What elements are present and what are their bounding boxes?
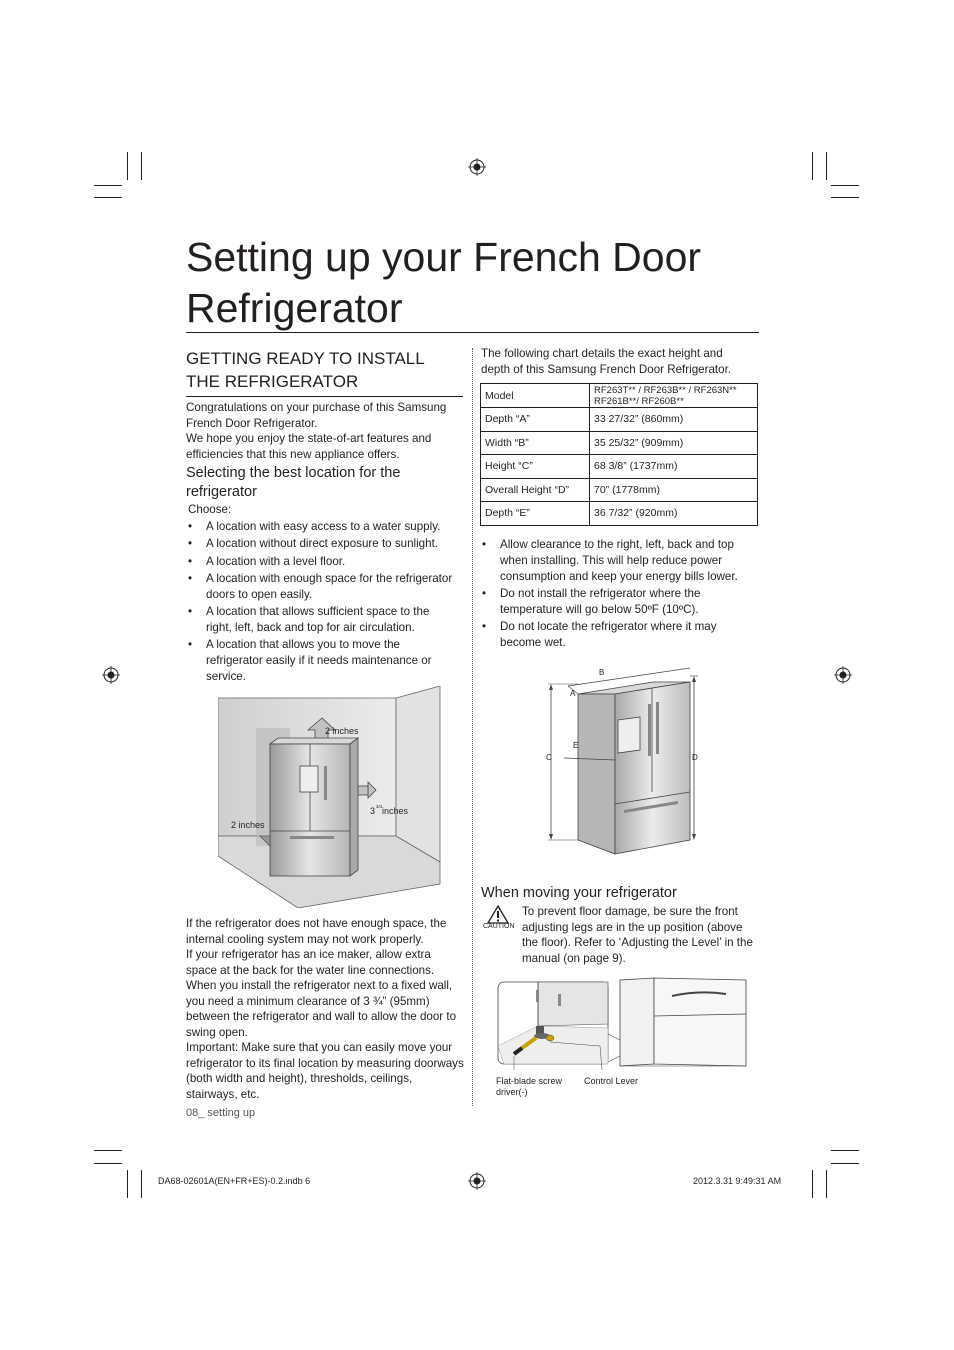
crop-mark — [94, 1150, 122, 1151]
intro-text — [186, 400, 466, 462]
intro-line-1: Congratulations on your purchase of this Samsung French Door Refrigerator. — [186, 401, 447, 430]
table-cell-label: Depth “A” — [481, 408, 590, 432]
clearance-top-label: 2 inches — [325, 726, 359, 736]
table-cell-value: RF263T** / RF263B** / RF263N** RF261B**/ RF260B** — [590, 384, 758, 408]
clearance-side-label: 2 inches — [231, 820, 265, 830]
paragraph: If the refrigerator does not have enough space, the internal cooling system may not work properly. — [186, 917, 447, 946]
crop-mark — [141, 152, 142, 180]
notes-list — [480, 537, 752, 652]
list-item: • Do not locate the refrigerator where it may become wet. — [480, 619, 752, 651]
crop-mark — [831, 1163, 859, 1164]
crop-mark — [831, 197, 859, 198]
table-cell-value: 36 7/32” (920mm) — [590, 502, 758, 526]
page-number: 08_ setting up — [186, 1107, 256, 1119]
page-title: Setting up your French Door Refrigerator — [186, 234, 702, 331]
table-cell-value: 35 25/32” (909mm) — [590, 431, 758, 455]
table-row — [481, 455, 758, 479]
space-text — [186, 916, 464, 1102]
choose-label: Choose: — [188, 503, 232, 516]
section-divider — [186, 396, 463, 397]
list-item: • A location that allows you to move the refrigerator easily if it needs maintenance or service. — [186, 637, 456, 684]
chart-intro: The following chart details the exact height and depth of this Samsung French Door Refrigerator. — [481, 347, 732, 376]
table-row — [481, 431, 758, 455]
table-cell-value: 33 27/32” (860mm) — [590, 408, 758, 432]
list-item: • A location with easy access to a water supply. — [186, 519, 456, 535]
table-cell-value: 70” (1778mm) — [590, 478, 758, 502]
list-item: • A location that allows sufficient space to the right, left, back and top for air circulation. — [186, 604, 456, 636]
dimension-a: A — [570, 689, 576, 698]
list-item: • Do not install the refrigerator where the temperature will go below 50ºF (10ºC). — [480, 586, 752, 618]
dimension-e: E — [573, 741, 579, 750]
list-item: • Allow clearance to the right, left, back and top when installing. This will help reduce power consumption and keep your energy bills lower. — [480, 537, 752, 584]
dimension-illustration — [540, 664, 710, 858]
clearance-right-unit: inches — [382, 806, 409, 816]
crop-mark — [831, 1150, 859, 1151]
adjusting-leg-illustration — [494, 976, 750, 1074]
table-row — [481, 408, 758, 432]
dimension-d: D — [692, 753, 698, 762]
control-lever-label: Control Lever — [584, 1076, 639, 1086]
location-heading: Selecting the best location for the refrigerator — [186, 465, 401, 500]
paragraph: When you install the refrigerator next to a fixed wall, you need a minimum clearance of 3 ¾” (95mm) between the refrigerator and wall to allow the door to swing open. — [186, 979, 457, 1039]
paragraph: If your refrigerator has an ice maker, allow extra space at the back for the water line connections. — [186, 948, 435, 977]
table-cell-label: Width “B” — [481, 431, 590, 455]
crop-mark — [831, 185, 859, 186]
footer-timestamp: 2012.3.31 9:49:31 AM — [693, 1176, 782, 1186]
clearance-right-number: 3 — [370, 806, 376, 816]
title-divider — [186, 332, 759, 333]
clearance-illustration — [218, 686, 462, 908]
table-cell-label: Depth “E” — [481, 502, 590, 526]
table-row — [481, 502, 758, 526]
dimension-b: B — [599, 668, 605, 677]
caution-label: CAUTION — [483, 923, 515, 930]
screwdriver-label: Flat-blade screw driver(-) — [496, 1076, 563, 1097]
crop-mark — [141, 1170, 142, 1198]
registration-mark-icon — [468, 1172, 486, 1190]
crop-mark — [812, 1170, 813, 1198]
column-divider — [472, 348, 473, 1106]
crop-mark — [812, 152, 813, 180]
crop-mark — [94, 1163, 122, 1164]
table-cell-label: Height “C” — [481, 455, 590, 479]
crop-mark — [127, 152, 128, 180]
caution-icon — [487, 905, 509, 924]
registration-mark-icon — [468, 158, 486, 176]
footer-file-info: DA68-02601A(EN+FR+ES)-0.2.indb 6 — [158, 1176, 311, 1186]
table-cell-label: Overall Height “D” — [481, 478, 590, 502]
paragraph: Important: Make sure that you can easily move your refrigerator to its final location by measuring doorways (both width and height), thresholds, ceilings, stairways, etc. — [186, 1041, 464, 1101]
crop-mark — [127, 1170, 128, 1198]
clearance-right-fraction: 3/4 — [376, 804, 383, 809]
list-item: • A location with a level floor. — [186, 554, 456, 570]
spec-table — [480, 383, 758, 526]
table-cell-value: 68 3/8” (1737mm) — [590, 455, 758, 479]
table-row — [481, 384, 758, 408]
location-list — [186, 519, 456, 686]
dimension-c: C — [546, 753, 552, 762]
list-item: • A location without direct exposure to sunlight. — [186, 536, 456, 552]
list-item: • A location with enough space for the refrigerator doors to open easily. — [186, 571, 456, 603]
crop-mark — [826, 1170, 827, 1198]
moving-heading: When moving your refrigerator — [481, 885, 677, 901]
registration-mark-icon — [102, 666, 120, 684]
table-row — [481, 478, 758, 502]
crop-mark — [94, 197, 122, 198]
table-cell-label: Model — [481, 384, 590, 408]
crop-mark — [94, 185, 122, 186]
crop-mark — [826, 152, 827, 180]
section-heading: GETTING READY TO INSTALL THE REFRIGERATOR — [186, 349, 425, 391]
registration-mark-icon — [834, 666, 852, 684]
intro-line-2: We hope you enjoy the state-of-art features and efficiencies that this new appliance offers. — [186, 432, 432, 461]
moving-text: To prevent floor damage, be sure the front adjusting legs are in the up position (above the floor). Refer to ‘Adjusting the Level’ in the manual (on page 9). — [522, 905, 753, 965]
